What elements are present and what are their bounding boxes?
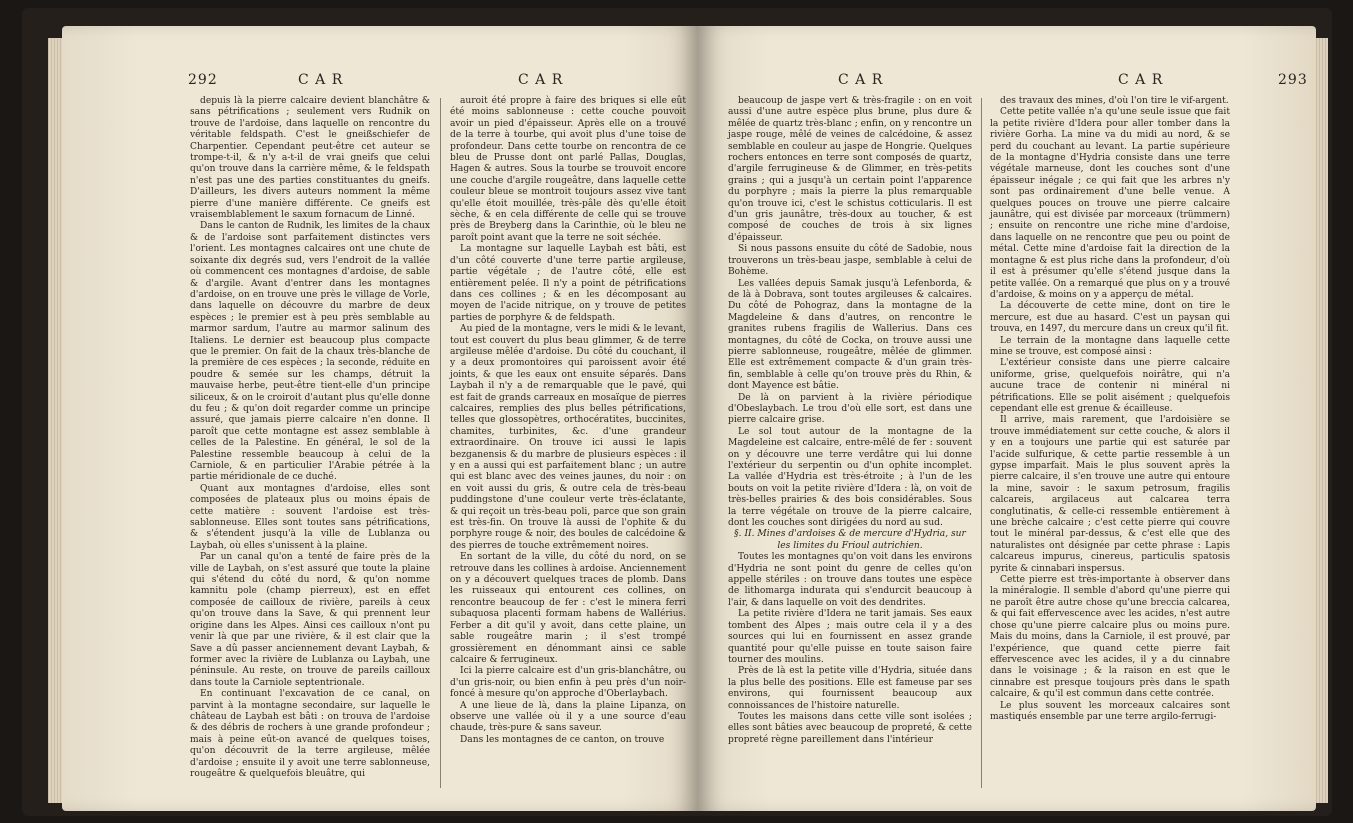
- column-rule: [981, 98, 982, 788]
- paragraph: En sortant de la ville, du côté du nord, on se retrouve dans les collines à ardoise. Anciennement on y a découvert quelques traces de plomb. Dans les ruisseaux qui entourent ces collines, on rencontre beaucoup de fer : c'est le minera ferri subaquosa placenti formam habens de Wallérius. Ferber a dit qu'il y avoit, dans cette plaine, un sable rougeâtre marin ; il s'est trompé grossièrement en dénommant ainsi ce sable calcaire & ferrugineux.: [450, 552, 686, 665]
- paragraph: Dans les montagnes de ce canton, on trouve: [460, 734, 665, 745]
- paragraph: Toutes les montagnes qu'on voit dans les environs d'Hydria ne sont point du genre de celles qu'on appelle stériles : on trouve dans toutes une espèce de lithomarga indurata qui s'endurcit beaucoup à l'air, & dans laquelle on voit des dendrites.: [728, 552, 972, 608]
- paragraph: La montagne sur laquelle Laybah est bâti, est d'un côté couverte d'une terre partie argileuse, partie végétale ; de l'autre côté, elle est entièrement pelée. Il n'y a point de pétrifications dans ces collines ; & en les décomposant au moyen de l'acide nitrique, on y trouve de petites parties de porphyre & de feldspath.: [450, 244, 686, 323]
- paragraph: La petite rivière d'Idera ne tarit jamais. Ses eaux tombent des Alpes ; mais outre cela il y a des sources qui lui en fournissent en assez grande quantité pour qu'elle puisse en toute saison faire tourner des moulins.: [728, 609, 972, 665]
- paragraph: auroit été propre à faire des briques si elle eût été moins sablonneuse : cette couche pouvoit avoir un pied d'épaisseur. Après elle on a trouvé de la terre à tourbe, qui avoit plus d'une toise de profondeur. Dans cette tourbe on rencontra de ce bleu de Prusse dont ont parlé Pallas, Douglas, Hagen & autres. Sous la tourbe se trouvoit encore une couche d'argile rougeâtre, dans laquelle cette couleur bleue se montroit toujours assez vive tant qu'elle étoit mouillée, très-pâle dès qu'elle étoit sèche, & en cela différente de celle qui se trouve près de Breyberg dans la Carinthie, où le bleu ne paroît point avant que la terre ne soit séchée.: [450, 96, 686, 243]
- book-spread: [22, 8, 1332, 816]
- paragraph: La découverte de cette mine, dont on tire le mercure, est due au hasard. C'est un paysan qui trouva, en 1497, du mercure dans un creux qu'il fit.: [990, 301, 1230, 335]
- paragraph: Le terrain de la montagne dans laquelle cette mine se trouve, est composé ainsi :: [990, 335, 1230, 357]
- right-header-col1: C A R: [838, 72, 884, 88]
- paragraph: beaucoup de jaspe vert & très-fragile : on en voit aussi d'une autre espèce plus brune, plus dure & mêlée de quartz très-blanc ; enfin, on y rencontre un jaspe rouge, mêlé de veines de calcédoine, & assez semblable en couleur au jaspe de Hongrie. Quelques rochers entonces en terre sont composés de quartz, d'argile ferrugineuse & de Glimmer, en très-petits grains ; qui a jusqu'à un certain point l'apparence du porphyre ; mais la pierre la plus remarquable qu'on trouve ici, c'est le schistus cotticularis. Il est d'un gris jaunâtre, très-doux au toucher, & est composé de couches de trois à six lignes d'épaisseur.: [728, 96, 972, 243]
- left-column-1: [190, 96, 430, 780]
- paragraph: Dans le canton de Rudnik, les limites de la chaux & de l'ardoise sont parfaitement distinctes vers l'orient. Les montagnes calcaires ont une chute de soixante dix degrés sud, vers l'endroit de la vallée où commencent ces montagnes d'ardoise, de sable & d'argile. Avant d'entrer dans les montagnes d'ardoise, on en trouve une près le village de Vorle, dans laquelle on découvre du marbre de deux espèces ; le premier est à peu près semblable au marmor sardum, l'autre au marmor salinum des Italiens. Le dernier est beaucoup plus compacte que le premier. On fait de la chaux très-blanche de la première de ces espèces ; la seconde, réduite en poudre & semée sur les champs, détruit la mauvaise herbe, peut-être tient-elle d'un principe siliceux, & on le croiroit d'autant plus qu'elle donne du feu ; & qu'on doit regarder comme un principe assuré, que jamais pierre calcaire n'en donne. Il paroît que cette montagne est assez semblable à celles de la Palestine. En général, le sol de la Palestine ressemble beaucoup à celui de la Carniole, & en particulier l'Arabie pétrée à la partie méridionale de ce duché.: [190, 221, 430, 483]
- column-rule: [440, 98, 441, 788]
- paragraph: De là on parvient à la rivière périodique d'Obeslaybach. Le trou d'où elle sort, est dans une pierre calcaire grise.: [728, 392, 972, 426]
- paragraph: L'extérieur consiste dans une pierre calcaire uniforme, grise, quelquefois noirâtre, qui n'a aucune trace de contenir ni minéral ni pétrifications. Elle se polit aisément ; quelquefois cependant elle est grenue & écailleuse.: [990, 358, 1230, 414]
- paragraph: Les vallées depuis Samak jusqu'à Lefenborda, & de là à Dobrava, sont toutes argileuses & calcaires. Du côté de Pohograz, dans la montagne de la Magdeleine & dans d'autres, on rencontre le granites rubens fragilis de Wallerius. Dans ces montagnes, du côté de Cocka, on trouve aussi une pierre sablonneuse, rougeâtre, mêlée de glimmer. Elle est extrêmement compacte & d'un grain très-fin, semblable à celle qu'on trouve près du Rhin, & dont Mayence est bâtie.: [728, 278, 972, 392]
- right-header-col2: C A R: [1118, 72, 1164, 88]
- paragraph: Près de là est la petite ville d'Hydria, située dans la plus belle des positions. Elle est fameuse par ses environs, qui fournissent beaucoup aux connoissances de l'histoire naturelle.: [728, 666, 972, 711]
- right-page-edges: [1314, 38, 1328, 803]
- right-page: [698, 26, 1316, 811]
- left-column-2: [450, 96, 686, 746]
- left-page: [62, 26, 698, 811]
- right-column-2: [990, 96, 1230, 723]
- paragraph: Quant aux montagnes d'ardoise, elles sont composées de plateaux plus ou moins épais de cette matière : souvent l'ardoise est très-sablonneuse. Elles sont toutes sans pétrifications, & s'étendent jusqu'à la ville de Lublanza ou Laybah, où elles s'unissent à la plaine.: [190, 483, 430, 551]
- paragraph: Au pied de la montagne, vers le midi & le levant, tout est couvert du plus beau glimmer, & de terre argileuse mêlée d'ardoise. Du côté du couchant, il y a deux promontoires qui paroissent avoir été joints, & que les eaux ont ensuite séparés. Dans Laybah il n'y a de remarquable que le pavé, qui est fait de grands carreaux en mosaïque de pierres calcaires, remplies des plus belles pétrifications, telles que glossopètres, orthocératites, buccinites, chamites, turbinites, &c. d'une grandeur extraordinaire. On trouve ici aussi le lapis bezganensis & du marbre de plusieurs espèces : il y en a aussi qui est parfaitement blanc ; un autre qui est blanc avec des veines jaunes, du noir : on en voit aussi du gris, & outre cela de très-beau puddingstone d'une couleur verte très-éclatante, & qui reçoit un très-beau poli, parce que son grain est très-fin. On trouve là aussi de l'ophite & du porphyre rouge & noir, des boules de calcédoine & des pierres de touche extrêmement noires.: [450, 324, 686, 551]
- paragraph: depuis là la pierre calcaire devient blanchâtre & sans pétrifications ; seulement vers Rudnik on trouve de l'ardoise, dans laquelle on rencontre du véritable feldspath. C'est le gneißschiefer de Charpentier. Cependant peut-être cet auteur se trompe-t-il, & n'y a-t-il de vrai gneifs que celui qu'on trouve dans la carrière même, & le feldspath n'est pas une des parties constituantes du gneifs. D'ailleurs, les divers auteurs nomment la même pierre d'une manière différente. Ce gneifs est vraisemblablement le saxum fornacum de Linné.: [190, 96, 430, 221]
- left-header-col2: C A R: [518, 72, 564, 88]
- paragraph: Par un canal qu'on a tenté de faire près de la ville de Laybah, on s'est assuré que toute la plaine qui s'étend du côté du nord, & qu'on nomme kamnitu pole (champ pierreux), est en effet composée de cailloux de rivière, pareils à ceux qu'on trouve dans la Save, & qui prennent leur origine dans les Alpes. Ainsi ces cailloux n'ont pu venir là que par une rivière, & il est clair que la Save a dû passer anciennement devant Laybah, & former avec la rivière de Lublanza ou Laybah, une péninsule. Au reste, on trouve de pareils cailloux dans toute la Carniole septentrionale.: [190, 552, 430, 688]
- paragraph: Si nous passons ensuite du côté de Sadobie, nous trouverons un très-beau jaspe, semblable à celui de Bohème.: [728, 244, 972, 278]
- paragraph: Cette petite vallée n'a qu'une seule issue que fait la petite rivière d'Idera pour aller tomber dans la rivière Gorha. La mine va du midi au nord, & se perd du couchant au levant. La partie supérieure de la montagne d'Hydria consiste dans une terre végétale marneuse, dont les couches sont d'une épaisseur inégale ; ce qui fait que les arbres n'y sont pas ordinairement d'une belle venue. A quelques pouces on trouve une pierre calcaire jaunâtre, qui est divisée par morceaux (trümmern) ; ensuite on rencontre une riche mine d'ardoise, dans laquelle on ne rencontre que peu ou point de métal. Cette mine d'ardoise fait la direction de la montagne & est plus riche dans la profondeur, d'où il est à présumer qu'elle s'étend jusque dans la petite vallée. On a remarqué que plus on y a trouvé d'ardoise, & moins on y a apperçu de métal.: [990, 107, 1230, 300]
- paragraph: Cette pierre est très-importante à observer dans la minéralogie. Il semble d'abord qu'une pierre qui ne paroît être autre chose qu'une breccia calcarea, & qui fait effervescence avec les acides, n'est autre chose qu'une pierre calcaire plus ou moins pure. Mais du moins, dans la Carniole, il est prouvé, par l'expérience, que quand cette pierre fait effervescence avec les acides, il y a du cinnabre dans le voisinage ; & la raison en est que le cinnabre est presque toujours près dans le spath calcaire, & qu'il est commun dans cette contrée.: [990, 575, 1230, 700]
- paragraph: Toutes les maisons dans cette ville sont isolées ; elles sont bâties avec beaucoup de propreté, & cette propreté règne pareillement dans l'intérieur: [728, 711, 972, 745]
- paragraph: Le sol tout autour de la montagne de la Magdeleine est calcaire, entre-mêlé de fer : souvent on y découvre une terre verdâtre qui lui donne l'extérieur du serpentin ou d'un ophite incomplet. La vallée d'Hydria est très-étroite ; à l'un de les bouts on voit la petite rivière d'Idera : là, on voit de très-belles prairies & des bois considérables. Sous la terre végétale on trouve de la pierre calcaire, dont les couches sont dirigées du nord au sud.: [728, 426, 972, 529]
- paragraph: Ici la pierre calcaire est d'un gris-blanchâtre, ou d'un gris-noir, ou bien enfin à peu près d'un noir-foncé à mesure qu'on approche d'Oberlaybach.: [450, 666, 686, 700]
- right-page-number: 293: [1278, 72, 1308, 88]
- section-title: §. II. Mines d'ardoises & de mercure d'Hydria, sur les limites du Frioul autrichien.: [734, 529, 966, 551]
- paragraph: A une lieue de là, dans la plaine Lipanza, on observe une vallée où il y a une source d'eau chaude, très-pure & sans saveur.: [450, 700, 686, 734]
- paragraph: Le plus souvent les morceaux calcaires sont mastiqués ensemble par une terre argilo-ferrugi-: [990, 700, 1230, 722]
- paragraph: des travaux des mines, d'où l'on tire le vif-argent.: [1000, 96, 1229, 106]
- paragraph: En continuant l'excavation de ce canal, on parvint à la montagne secondaire, sur laquelle le château de Laybah est bâti : on trouva de l'ardoise & des débris de rochers à une grande profondeur ; mais à peine eût-on avancé de quelques toises, qu'on découvrit de la terre argileuse, mêlée d'ardoise ; ensuite il y avoit une terre sablonneuse, rougeâtre & quelquefois bleuâtre, qui: [190, 689, 430, 779]
- left-page-number: 292: [188, 72, 218, 88]
- right-column-1: [728, 96, 972, 746]
- paragraph: Il arrive, mais rarement, que l'ardoisière se trouve immédiatement sur cette couche, & alors il y en a toujours une partie qui est saturée par l'acide sulfurique, & cette partie ressemble à un gypse imparfait. Mais le plus souvent après la pierre calcaire, il s'en trouve une autre qui entoure la mine, savoir : le saxum petrosum, fragilis calcareis, argilaceus aut calcarea terra conglutinatis, & celle-ci ressemble entièrement à une brèche calcaire ; c'est cette pierre qui couvre tout le minéral par-dessus, & c'est elle que des naturalistes ont désignée par cette phrase : Lapis calcareus impurus, cinereus, particulis spatosis pyrite & cinnabari inspersus.: [990, 415, 1230, 574]
- left-header-col1: C A R: [298, 72, 344, 88]
